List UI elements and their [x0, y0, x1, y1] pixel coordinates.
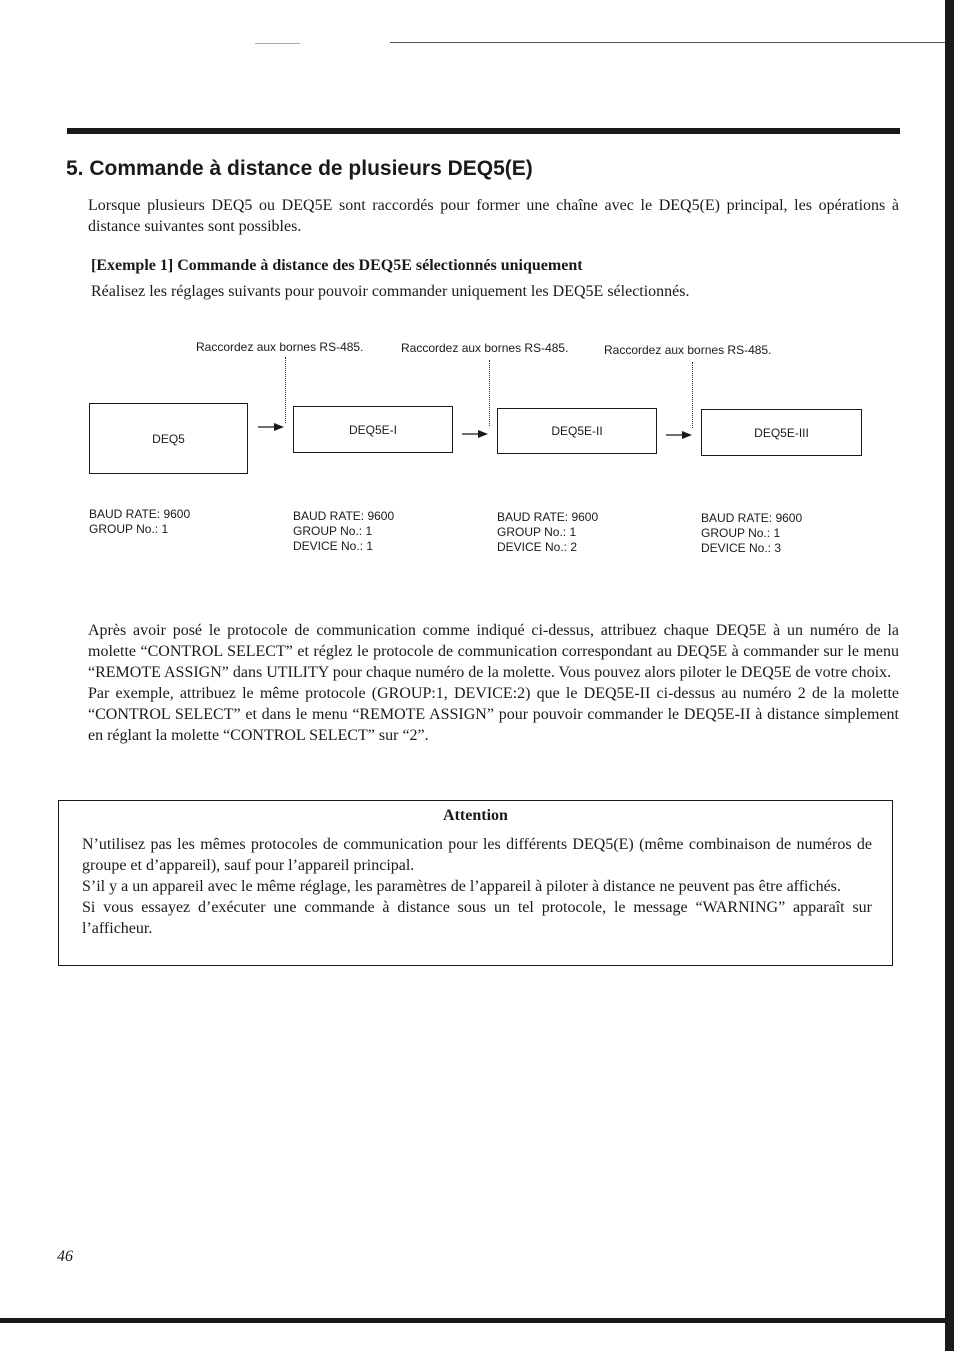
- arrow-right-icon: [258, 422, 284, 432]
- device-settings-deq5e-iii: [701, 511, 802, 556]
- device-number: DEVICE No.: 3: [701, 541, 782, 555]
- device-name-deq5e-ii: DEQ5E-II: [551, 424, 603, 438]
- baud-rate: BAUD RATE: 9600: [497, 510, 599, 524]
- device-settings-deq5e-ii: [497, 510, 598, 555]
- body-paragraph-1: Après avoir posé le protocole de communication comme indiqué ci-dessus, attribuez chaque DEQ5E à un numéro de la molette “CONTROL SELECT” et réglez le protocole de communication correspondant au DEQ5E à commander sur le menu “REMOTE ASSIGN” dans UTILITY pour chaque numéro de la molette. Vous pouvez alors piloter le DEQ5E de votre choix.: [88, 622, 899, 681]
- attention-line-2: S’il y a un appareil avec le même réglage, les paramètres de l’appareil à piloter à distance ne peuvent pas être affichés.: [82, 878, 841, 895]
- group-number: GROUP No.: 1: [701, 526, 781, 540]
- attention-text: [82, 834, 872, 939]
- device-name-deq5: DEQ5: [152, 431, 185, 446]
- section-title: 5. Commande à distance de plusieurs DEQ5(E): [66, 157, 533, 180]
- connect-leader-3: [692, 362, 693, 428]
- device-box-deq5e-iii: [701, 409, 862, 456]
- device-name-deq5e-iii: DEQ5E-III: [754, 425, 809, 440]
- intro-paragraph: Lorsque plusieurs DEQ5 ou DEQ5E sont raccordés pour former une chaîne avec le DEQ5(E) principal, les opérations à distance suivantes sont possibles.: [88, 197, 899, 235]
- arrow-right-icon: [666, 430, 692, 440]
- connect-label-3: Raccordez aux bornes RS-485.: [604, 343, 772, 357]
- bottom-rule: [0, 1318, 948, 1323]
- example-text: Réalisez les réglages suivants pour pouvoir commander uniquement les DEQ5E sélectionnés.: [91, 283, 690, 300]
- attention-box: [58, 800, 893, 966]
- body-text: [88, 620, 899, 746]
- arrow-right-icon: [462, 429, 488, 439]
- baud-rate: BAUD RATE: 9600: [89, 507, 191, 521]
- device-number: DEVICE No.: 1: [293, 539, 374, 553]
- group-number: GROUP No.: 1: [293, 524, 373, 538]
- baud-rate: BAUD RATE: 9600: [293, 509, 395, 523]
- device-box-deq5e-ii: [497, 408, 657, 454]
- device-name-deq5e-i: DEQ5E-I: [348, 422, 397, 437]
- body-paragraph-2: Par exemple, attribuez le même protocole (GROUP:1, DEVICE:2) que le DEQ5E-II ci-dessus au numéro 2 de la molette “CONTROL SELECT” et dans le menu “REMOTE ASSIGN” pour pouvoir commander le DEQ5E-II à distance simplement en réglant la molette “CONTROL SELECT” sur “2”.: [88, 685, 899, 744]
- attention-line-3: Si vous essayez d’exécuter une commande à distance sous un tel protocole, le message “WARNING” apparaît sur l’afficheur.: [82, 899, 872, 937]
- attention-line-1: N’utilisez pas les mêmes protocoles de communication pour les différents DEQ5(E) (même combinaison de numéros de groupe et d’appareil), sauf pour l’appareil principal.: [82, 836, 872, 874]
- group-number: GROUP No.: 1: [89, 522, 169, 536]
- example-heading: [Exemple 1] Commande à distance des DEQ5E sélectionnés uniquement: [91, 257, 583, 274]
- group-number: GROUP No.: 1: [497, 525, 577, 539]
- device-box-deq5e-i: [293, 406, 453, 453]
- device-box-deq5: [89, 403, 248, 474]
- connect-label-1: Raccordez aux bornes RS-485.: [196, 340, 364, 354]
- attention-title: Attention: [443, 807, 508, 824]
- device-settings-deq5e-i: [293, 509, 394, 554]
- connect-leader-1: [285, 357, 286, 423]
- connect-label-2: Raccordez aux bornes RS-485.: [401, 341, 569, 355]
- connection-diagram: [0, 0, 954, 600]
- device-settings-deq5: [89, 507, 190, 537]
- page-number: 46: [57, 1248, 73, 1265]
- baud-rate: BAUD RATE: 9600: [701, 511, 803, 525]
- device-number: DEVICE No.: 2: [497, 540, 578, 554]
- connect-leader-2: [489, 360, 490, 426]
